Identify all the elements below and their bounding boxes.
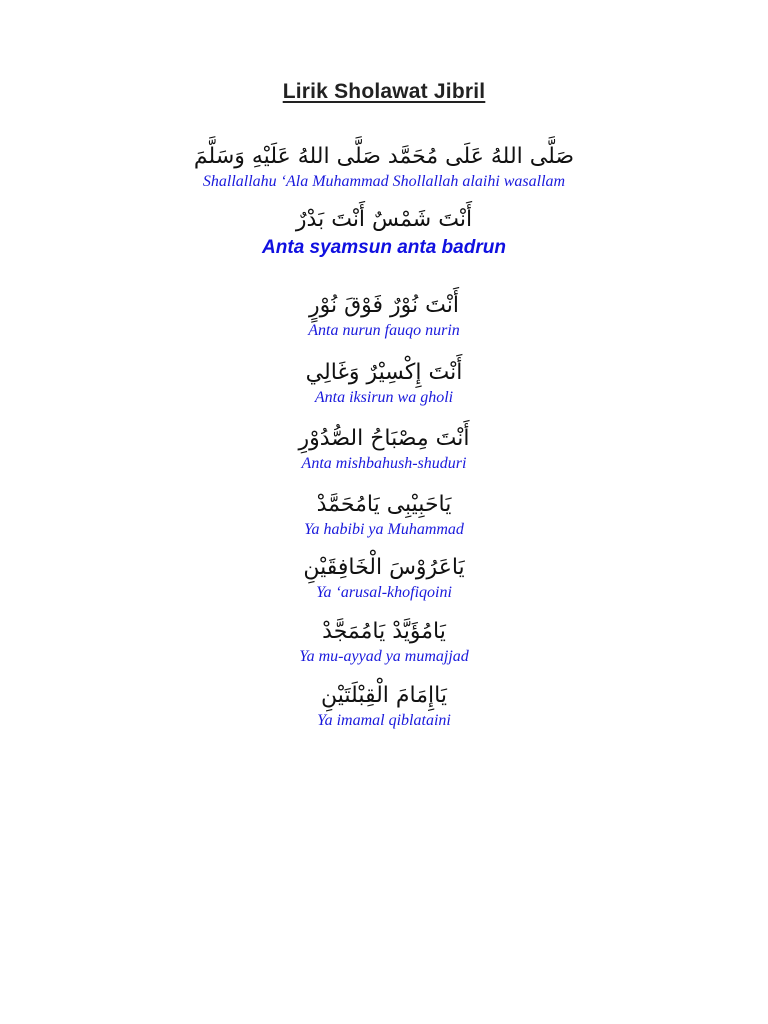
verse-transliteration: Anta syamsun anta badrun bbox=[262, 237, 506, 258]
verse-4 bbox=[0, 358, 768, 408]
verse-transliteration: Anta mishbahush-shuduri bbox=[301, 455, 467, 472]
verse-arabic: أَنْتَ نُوْرٌ فَوْقَ نُوْرٍ bbox=[309, 293, 459, 318]
verse-arabic: يَاعَرُوْسَ الْخَافِقَيْنِ bbox=[303, 555, 465, 580]
verse-9 bbox=[0, 681, 768, 731]
verse-transliteration: Ya ‘arusal-khofiqoini bbox=[316, 584, 452, 601]
verse-transliteration: Shallallahu ‘Ala Muhammad Shollallah alaihi wasallam bbox=[202, 173, 566, 190]
verse-transliteration: Ya habibi ya Muhammad bbox=[304, 521, 464, 538]
verse-2 bbox=[0, 205, 768, 261]
verse-6 bbox=[0, 490, 768, 540]
verse-transliteration: Anta nurun fauqo nurin bbox=[308, 322, 460, 339]
verse-7 bbox=[0, 553, 768, 603]
verse-arabic: أَنْتَ إِكْسِيْرٌ وَغَالِي bbox=[305, 360, 463, 385]
verse-1 bbox=[0, 142, 768, 192]
verse-3 bbox=[0, 291, 768, 341]
verse-arabic: يَاحَبِيْبِى يَامُحَمَّدْ bbox=[316, 492, 452, 517]
verse-arabic: صَلَّى اللهُ عَلَى مُحَمَّد صَلَّى اللهُ عَلَيْهِ وَسَلَّمَ bbox=[193, 144, 575, 169]
page-title: Lirik Sholawat Jibril bbox=[282, 80, 486, 103]
verse-transliteration: Ya imamal qiblataini bbox=[317, 712, 451, 729]
verse-8 bbox=[0, 617, 768, 667]
verse-transliteration: Anta iksirun wa gholi bbox=[314, 389, 454, 406]
verse-transliteration: Ya mu-ayyad ya mumajjad bbox=[299, 648, 469, 665]
verse-arabic: يَاإِمَامَ الْقِبْلَتَيْنِ bbox=[321, 683, 447, 708]
verse-arabic: أَنْتَ شَمْسٌ أَنْتَ بَدْرٌ bbox=[295, 207, 473, 232]
verse-arabic: يَامُؤَيَّدْ يَامُمَجَّدْ bbox=[322, 619, 446, 644]
verse-arabic: أَنْتَ مِصْبَاحُ الصُّدُوْرِ bbox=[298, 426, 470, 451]
verse-5 bbox=[0, 424, 768, 474]
